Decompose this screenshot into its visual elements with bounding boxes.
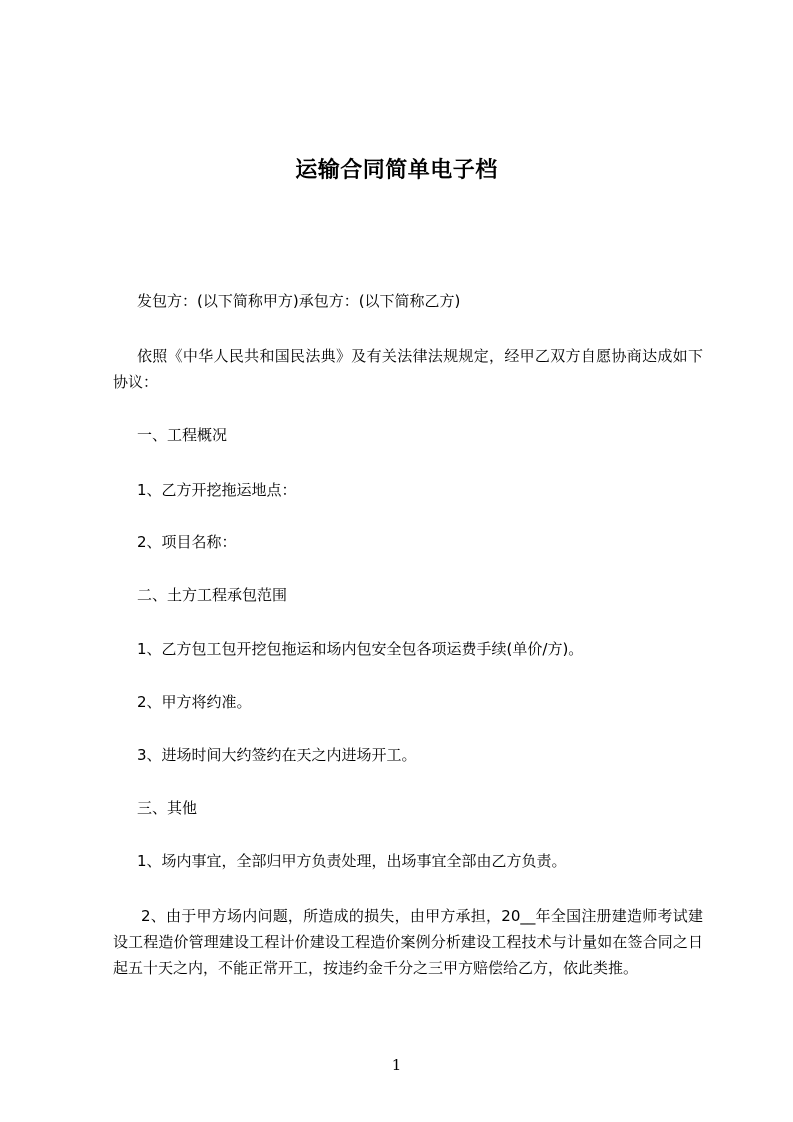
item-project-name: 2、项目名称：	[137, 533, 237, 551]
item-party-a-agreement: 2、甲方将约准。	[137, 693, 252, 711]
item-excavation-location: 1、乙方开挖拖运地点：	[137, 481, 297, 499]
agreement-intro-paragraph: 依照《中华人民共和国民法典》及有关法律法规规定，经甲乙双方自愿协商达成如下协议：	[113, 347, 703, 391]
parties-paragraph: 发包方：(以下简称甲方)承包方：(以下简称乙方)	[137, 292, 461, 310]
item-site-responsibility: 1、场内事宜，全部归甲方负责处理，出场事宜全部由乙方负责。	[137, 852, 567, 870]
page-number: 1	[391, 1056, 402, 1074]
document-title: 运输合同简单电子档	[295, 157, 498, 183]
item-entry-time: 3、进场时间大约签约在天之内进场开工。	[137, 746, 417, 764]
item-loss-responsibility: 2、由于甲方场内问题，所造成的损失，由甲方承担，20__年全国注册建造师考试建设工程造价管理建设工程计价建设工程造价案例分析建设工程技术与计量如在签合同之日起五十天之内，不能正常开工，按违约金千分之三甲方赔偿给乙方，依此类推。	[113, 907, 703, 977]
section-heading-other: 三、其他	[137, 799, 198, 817]
item-scope-responsibility: 1、乙方包工包开挖包拖运和场内包安全包各项运费手续(单价/方)。	[137, 640, 584, 658]
section-heading-scope: 二、土方工程承包范围	[137, 586, 288, 604]
section-heading-project-overview: 一、工程概况	[137, 426, 228, 444]
